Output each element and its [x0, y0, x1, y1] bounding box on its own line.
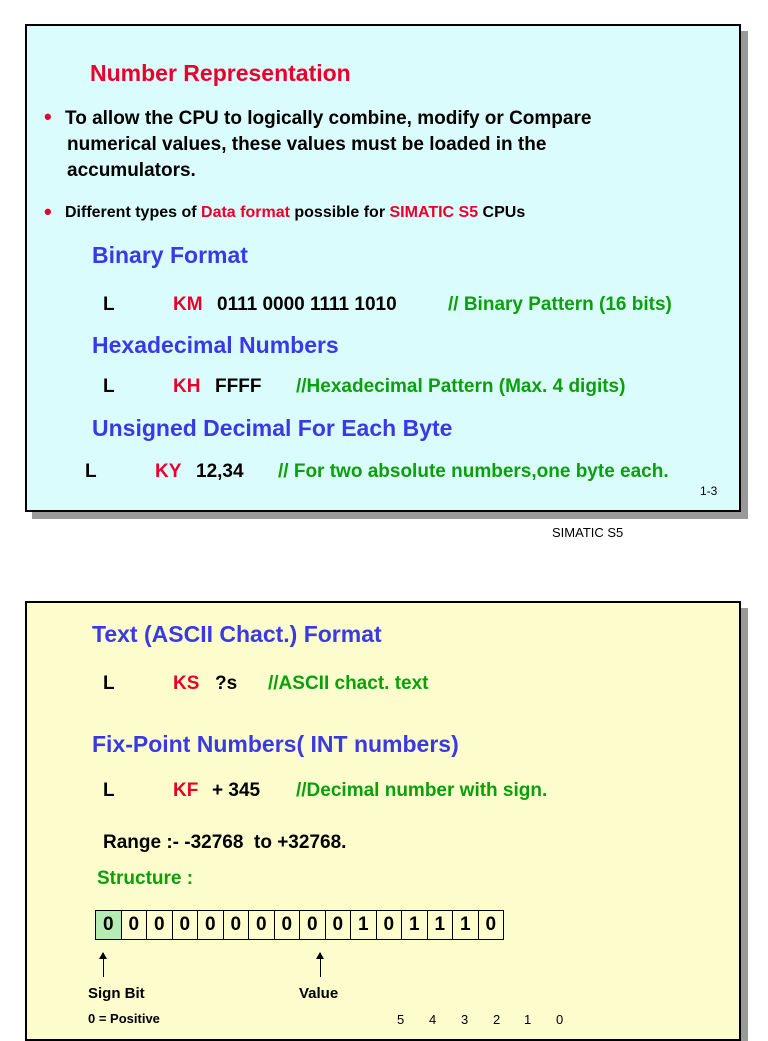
bit-cell: 0 — [299, 910, 326, 940]
bit-cell: 0 — [172, 910, 199, 940]
bullet-2-post: CPUs — [478, 204, 526, 221]
code-value: ?s — [215, 673, 238, 694]
code-comment: //Hexadecimal Pattern (Max. 4 digits) — [296, 376, 626, 397]
code-type: KY — [155, 461, 182, 482]
heading-text-format: Text (ASCII Chact.) Format — [92, 621, 382, 647]
heading-fix-point: Fix-Point Numbers( INT numbers) — [92, 731, 459, 757]
code-value: + 345 — [212, 780, 261, 801]
bit-cell: 0 — [274, 910, 301, 940]
heading-binary-format: Binary Format — [92, 242, 248, 268]
bit-structure — [95, 910, 504, 940]
code-op: L — [103, 376, 115, 397]
code-op: L — [85, 461, 97, 482]
code-comment: // For two absolute numbers,one byte each. — [278, 461, 669, 482]
positive-label: 0 = Positive — [88, 1011, 160, 1026]
structure-label: Structure : — [97, 868, 194, 889]
bit-cell: 0 — [248, 910, 275, 940]
code-value: 0111 0000 1111 1010 — [217, 294, 397, 315]
bit-cell: 1 — [401, 910, 428, 940]
code-op: L — [103, 294, 115, 315]
bit-cell: 1 — [427, 910, 454, 940]
slide-2 — [25, 601, 741, 1041]
code-type: KM — [173, 294, 203, 315]
bit-cell: 0 — [478, 910, 505, 940]
code-comment: //Decimal number with sign. — [296, 780, 548, 801]
sign-bit-label: Sign Bit — [88, 985, 145, 1002]
bullet-2-pre: Different types of — [65, 204, 202, 221]
bit-cell: 0 — [197, 910, 224, 940]
page-number: 1-3 — [700, 484, 718, 498]
bullet-1-line-3: accumulators. — [67, 160, 196, 181]
bullet-1-line-1: To allow the CPU to logically combine, modify or Compare — [65, 108, 592, 129]
bit-index: 2 — [493, 1012, 501, 1027]
sign-bit-arrow-icon — [103, 953, 104, 977]
heading-hexadecimal: Hexadecimal Numbers — [92, 332, 339, 358]
bullet-dot: • — [44, 199, 52, 224]
code-type: KF — [173, 780, 199, 801]
bullet-2-mid: possible for — [289, 204, 390, 221]
code-op: L — [103, 780, 115, 801]
value-arrow-icon — [320, 953, 321, 977]
bit-cell: 0 — [223, 910, 250, 940]
bullet-2-simatic: SIMATIC S5 — [389, 204, 479, 221]
bit-cell: 0 — [376, 910, 403, 940]
bit-index: 1 — [524, 1012, 532, 1027]
bit-index: 5 — [397, 1012, 405, 1027]
value-label: Value — [299, 985, 339, 1002]
bullet-dot: • — [44, 104, 52, 129]
heading-unsigned-decimal: Unsigned Decimal For Each Byte — [92, 415, 453, 441]
code-type: KS — [173, 673, 200, 694]
code-op: L — [103, 673, 115, 694]
bit-cell: 1 — [452, 910, 479, 940]
code-value: 12,34 — [196, 461, 244, 482]
code-comment: // Binary Pattern (16 bits) — [448, 294, 672, 315]
code-comment: //ASCII chact. text — [268, 673, 429, 694]
range-text: Range :- -32768 to +32768. — [103, 832, 347, 853]
bullet-1-line-2: numerical values, these values must be loaded in the — [67, 134, 547, 155]
bit-cell: 0 — [325, 910, 352, 940]
footer-simatic: SIMATIC S5 — [552, 525, 624, 540]
bullet-2 — [65, 204, 525, 222]
slide-title: Number Representation — [90, 60, 351, 86]
code-type: KH — [173, 376, 201, 397]
bit-index: 3 — [461, 1012, 469, 1027]
bit-cell: 1 — [350, 910, 377, 940]
bit-cell: 0 — [95, 910, 122, 940]
bit-cell: 0 — [146, 910, 173, 940]
bit-index: 0 — [556, 1012, 564, 1027]
bullet-2-data-format: Data format — [201, 204, 290, 221]
code-value: FFFF — [215, 376, 262, 397]
bit-index: 4 — [429, 1012, 437, 1027]
bit-cell: 0 — [121, 910, 148, 940]
